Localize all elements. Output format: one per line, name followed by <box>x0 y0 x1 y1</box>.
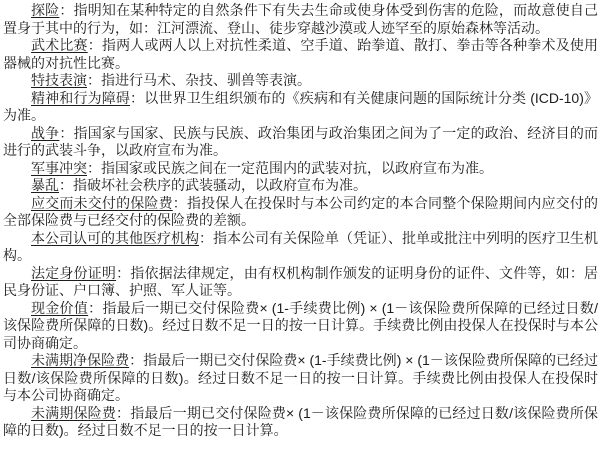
definition-paragraph <box>3 265 598 300</box>
term-label: 未满期保险费 <box>31 404 117 421</box>
definition-text: 指本公司有关保险单（凭证）、批单或批注中列明的医疗卫生机构。 <box>3 229 598 263</box>
term-label: 探险 <box>31 2 60 18</box>
term-colon: ： <box>130 89 145 106</box>
definition-text: 指最后一期已交付保险费× (1-手续费比例) × (1－该保险费所保障的已经过日数/该保险费所保障的日数)。经过日数不足一日的按一日计算。手续费比例由投保人在投保时与本公司协商确定。 <box>3 299 599 351</box>
term-colon: ： <box>116 264 131 281</box>
term-colon: ： <box>88 299 103 316</box>
definition-paragraph <box>3 230 598 265</box>
term-label: 军事冲突 <box>31 159 87 176</box>
term-colon: ： <box>87 159 101 176</box>
term-colon: ： <box>87 37 102 53</box>
definition-paragraph <box>3 195 598 230</box>
document-body <box>3 2 598 440</box>
definition-paragraph <box>3 90 598 125</box>
term-label: 现金价值 <box>31 299 89 316</box>
term-colon: ： <box>172 194 187 211</box>
definition-paragraph <box>3 352 598 405</box>
term-colon: ： <box>129 352 144 368</box>
definition-text: 指破坏社会秩序的武装骚动，以政府宣布为准。 <box>73 177 367 193</box>
term-label: 本公司认可的其他医疗机构 <box>31 229 199 246</box>
definition-paragraph <box>3 177 598 195</box>
definition-text: 指国家或民族之间在一定范围内的武装对抗，以政府宣布为准。 <box>101 159 493 176</box>
term-label: 特技表演 <box>31 72 87 88</box>
definition-paragraph <box>3 125 598 160</box>
definition-paragraph <box>3 72 598 90</box>
term-colon: ： <box>59 2 74 18</box>
definition-text: 指依据法律规定，由有权机构制作颁发的证明身份的证件、文件等，如：居民身份证、户口簿、护照、军人证等。 <box>3 264 599 298</box>
term-label: 法定身份证明 <box>31 264 117 281</box>
term-label: 暴乱 <box>31 177 59 193</box>
definition-paragraph <box>3 405 598 440</box>
definition-text: 指明知在某种特定的自然条件下有失去生命或使身体受到伤害的危险，而故意使自己置身于其中的行为，如：江河漂流、登山、徒步穿越沙漠或人迹罕至的原始森林等活动。 <box>3 2 599 36</box>
definition-paragraph <box>3 160 598 178</box>
definition-paragraph <box>3 37 598 72</box>
term-colon: ： <box>59 177 73 193</box>
definition-text: 指两人或两人以上对抗性柔道、空手道、跆拳道、散打、拳击等各种拳术及使用器械的对抗性比赛。 <box>3 37 599 71</box>
definition-text: 指投保人在投保时与本公司约定的本合同整个保险期间内应交付的全部保险费与已经交付的保险费的差额。 <box>3 194 599 228</box>
term-colon: ： <box>199 229 213 246</box>
definition-paragraph <box>3 300 598 353</box>
definition-text: 指最后一期已交付保险费× (1-手续费比例) × (1－该保险费所保障的已经过日数/该保险费所保障的日数)。经过日数不足一日的按一日计算。手续费比例由投保人在投保时与本公司协商确定。 <box>3 352 599 403</box>
term-colon: ： <box>87 72 101 88</box>
term-colon: ： <box>116 404 131 421</box>
definition-text: 指进行马术、杂技、驯兽等表演。 <box>101 72 311 88</box>
definition-text: 指最后一期已交付保险费× (1－该保险费所保障的已经过日数/该保险费所保障的日数)。经过日数不足一日的按一日计算。 <box>3 404 598 438</box>
definition-text: 以世界卫生组织颁布的《疾病和有关健康问题的国际统计分类 (ICD-10)》为准。 <box>3 89 599 123</box>
term-label: 武术比赛 <box>31 37 88 53</box>
term-label: 精神和行为障碍 <box>31 89 131 106</box>
definition-text: 指国家与国家、民族与民族、政治集团与政治集团之间为了一定的政治、经济目的而进行的武装斗争，以政府宣布为准。 <box>3 124 599 158</box>
term-label: 战争 <box>31 124 60 141</box>
term-label: 应交而未交付的保险费 <box>31 194 173 211</box>
definition-paragraph <box>3 2 598 37</box>
term-label: 未满期净保险费 <box>31 352 130 368</box>
term-colon: ： <box>59 124 74 141</box>
